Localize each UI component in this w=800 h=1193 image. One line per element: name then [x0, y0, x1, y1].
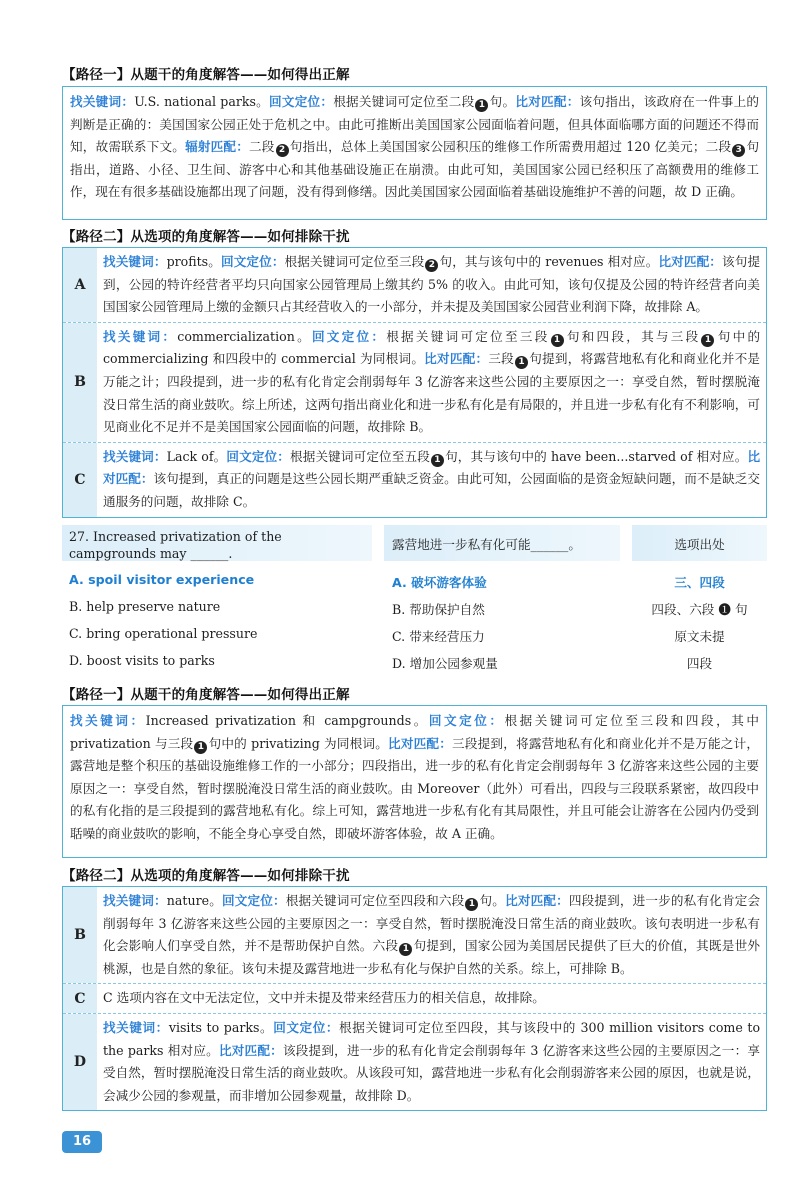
keyword-label: 回文定位： [273, 1019, 340, 1035]
body-text: 根据关键词可定位至三段和四段，其中 privatization 与三段 [70, 713, 760, 751]
option-explanation [97, 984, 766, 1013]
body-text: 根据关键词可定位至三段 [386, 328, 550, 344]
sentence-number-badge: 1 [194, 741, 207, 754]
option-row [63, 887, 766, 983]
keyword-label: 找关键词： [103, 328, 178, 344]
body-text: 根据关键词可定位至五段 [290, 448, 430, 464]
body-text: visits to parks。 [168, 1019, 274, 1035]
body-text: 四段提到，进一步的私有化肯定会削弱每年 3 亿游客来这些公园的主要原因之一：享受自然，暂时摆脱淹没日常生活的商业鼓吹。该句表明进一步私有化会影响人们享受自然，并不是帮助保护自然。六段 [103, 893, 761, 954]
option-label: C [63, 984, 97, 1013]
keyword-label: 找关键词： [70, 713, 146, 728]
option-source: 原文未提 [674, 629, 725, 644]
keyword-label: 辐射匹配： [185, 139, 249, 155]
sentence-number-badge: 1 [515, 356, 528, 369]
keyword-label: 回文定位： [428, 713, 505, 728]
keyword-label: 找关键词： [70, 94, 135, 109]
sentence-number-badge: 3 [732, 144, 745, 157]
body-text: 根据关键词可定位至二段 [333, 94, 475, 109]
section3-box [62, 705, 767, 858]
option-source: 四段 [686, 656, 713, 671]
option-explanation [97, 323, 766, 442]
keyword-label: 找关键词： [103, 1019, 169, 1035]
section1-heading: 【路径一】从题干的角度解答——如何得出正解 [62, 67, 350, 83]
section1-box [62, 86, 767, 220]
question-stem-cn: 露营地进一步私有化可能______。 [392, 537, 581, 552]
option-source: 四段、六段 ❶ 句 [651, 602, 748, 617]
body-text: C 选项内容在文中无法定位，文中并未提及带来经营压力的相关信息，故排除。 [103, 990, 545, 1006]
body-text: 三段 [488, 351, 514, 367]
body-text: profits。 [166, 254, 221, 269]
body-text: nature。 [166, 893, 222, 908]
keyword-label: 找关键词： [103, 254, 167, 269]
sentence-number-badge: 1 [465, 898, 478, 911]
option-en: B. help preserve nature [69, 599, 221, 614]
option-row [63, 322, 766, 442]
body-text: 句指出，总体上美国国家公园积压的维修工作所需费用超过 120 亿美元；二段 [289, 139, 732, 155]
body-text: 句，其与该句中的 have been...starved of 相对应。 [444, 448, 748, 464]
body-text: 二段 [248, 139, 275, 155]
keyword-label: 比对匹配： [505, 893, 569, 908]
option-en: C. bring operational pressure [69, 626, 258, 641]
keyword-label: 回文定位： [311, 328, 387, 344]
body-text: 该句提到，真正的问题是这些公园长期严重缺乏资金。由此可知，公园面临的是资金短缺问题，而不是缺乏交通服务的问题，故排除 C。 [103, 471, 761, 509]
option-label: A [63, 248, 97, 322]
keyword-label: 比对匹配： [103, 448, 761, 487]
option-label: D [63, 1014, 97, 1110]
option-label: B [63, 323, 97, 442]
option-explanation [97, 248, 766, 322]
question-row [62, 525, 767, 561]
sentence-number-badge: 1 [551, 334, 564, 347]
option-row [63, 1013, 766, 1110]
body-text: 句和四段，其与三段 [564, 328, 701, 344]
option-label: B [63, 887, 97, 983]
section4-heading: 【路径二】从选项的角度解答——如何排除干扰 [62, 868, 350, 884]
body-text: 句提到，国家公园为美国居民提供了巨大的价值，其既是世外桃源，也是自然的象征。该句未提及露营地进一步私有化与保护自然的关系。综上，可排除 B。 [103, 938, 761, 976]
body-text: 句，其与该句中的 revenues 相对应。 [439, 254, 659, 269]
body-text: Increased privatization 和 campgrounds。 [145, 713, 429, 728]
section3-heading: 【路径一】从题干的角度解答——如何得出正解 [62, 687, 350, 703]
section4-options-table [62, 886, 767, 1111]
option-source: 三、四段 [674, 575, 725, 590]
body-text: 该句指出，该政府在一件事上的判断是正确的：美国国家公园正处于危机之中。由此可推断出美国国家公园面临着问题，但具体面临哪方面的问题还不得而知，故需联系下文。 [70, 94, 760, 155]
body-text: 句中的 commercializing 和四段中的 commercial 为同根词。 [103, 328, 761, 367]
keyword-label: 比对匹配： [388, 735, 453, 751]
sentence-number-badge: 1 [475, 99, 488, 112]
keyword-label: 找关键词： [103, 893, 167, 908]
option-explanation [97, 1014, 766, 1110]
keyword-label: 比对匹配： [658, 254, 723, 269]
body-text: Lack of。 [166, 448, 227, 464]
sentence-number-badge: 1 [701, 334, 714, 347]
sentence-number-badge: 2 [276, 144, 289, 157]
option-cn: B. 帮助保护自然 [392, 602, 485, 617]
body-text: 该句提到，公园的特许经营者平均只向国家公园管理局上缴其约 5% 的收入。由此可知，该句仅提及公园的特许经营者向美国国家公园管理局上缴的金额只占其经营收入的一小部分，并未提及美国国家公园营业利润下降，故排除 A。 [103, 254, 761, 315]
body-text: 根据关键词可定位至四段和六段 [285, 893, 465, 908]
option-cn: A. 破坏游客体验 [392, 575, 487, 590]
keyword-label: 回文定位： [221, 893, 286, 908]
option-row [63, 442, 766, 517]
option-cn: C. 带来经营压力 [392, 629, 485, 644]
option-row [63, 983, 766, 1013]
body-text: commercialization。 [177, 328, 312, 344]
section2-options-table [62, 247, 767, 518]
option-explanation [97, 887, 766, 983]
body-text: 句提到，将露营地私有化和商业化并不是万能之计；四段提到，进一步的私有化肯定会削弱每年 3 亿游客来这些公园的主要原因之一：享受自然，暂时摆脱淹没日常生活的商业鼓吹。综上所述，这两句指出商业化和进一步私有化是有局限的，并且进一步私有化有不利影响，可见商业化不足并不是美国国家公园面临的问题，故排除 B。 [103, 351, 761, 435]
sentence-number-badge: 2 [425, 259, 438, 272]
body-text: 句指出，道路、小径、卫生间、游客中心和其他基础设施正在崩溃。由此可知，美国国家公园已经积压了高额费用的维修工作，现在有很多基础设施都出现了问题，没有得到修缮。因此美国国家公园面临着基础设施维护不善的问题，故 D 正确。 [70, 139, 760, 200]
keyword-label: 比对匹配： [424, 351, 489, 367]
option-en: D. boost visits to parks [69, 653, 215, 668]
section2-heading: 【路径二】从选项的角度解答——如何排除干扰 [62, 229, 350, 245]
keyword-label: 比对匹配： [218, 1042, 283, 1058]
option-explanation [97, 443, 766, 517]
body-text: 根据关键词可定位至四段，其与该段中的 300 million visitors come to the parks 相对应。 [103, 1019, 761, 1058]
body-text: 句中的 privatizing 为同根词。 [208, 735, 389, 751]
keyword-label: 回文定位： [269, 94, 334, 109]
keyword-label: 比对匹配： [515, 94, 580, 109]
body-text: 句。 [489, 94, 516, 109]
question-stem-en: 27. Increased privatization of the campgrounds may ______. [69, 529, 282, 561]
body-text: 三段提到，将露营地私有化和商业化并不是万能之计，露营地是整个积压的基础设施维修工作的一小部分；四段指出，进一步的私有化肯定会削弱每年 3 亿游客来这些公园的主要原因之一：享受自然，暂时摆脱淹没日常生活的商业鼓吹。由 Moreover（此外）可看出，四段与三段联系紧密，故四段中的私有化指的是三段提到的露营地私有化。综上可知，露营地进一步私有化有其局限性，并且可能会让游客在公园内仍受到聒噪的商业鼓吹的影响，不能全身心享受自然，即破坏游客体验，故 A 正确。 [70, 735, 760, 841]
source-header: 选项出处 [674, 537, 725, 552]
sentence-number-badge: 1 [431, 454, 444, 467]
page-number: 16 [62, 1131, 102, 1153]
keyword-label: 回文定位： [226, 448, 290, 464]
body-text: 该段提到，进一步的私有化肯定会削弱每年 3 亿游客来这些公园的主要原因之一：享受自然，暂时摆脱淹没日常生活的商业鼓吹。从该段可知，露营地进一步私有化会削弱游客来公园的原因，也就是说，会减少公园的参观量，而非增加公园参观量，故排除 D。 [103, 1042, 760, 1103]
keyword-label: 回文定位： [220, 254, 285, 269]
option-cn: D. 增加公园参观量 [392, 656, 498, 671]
sentence-number-badge: 1 [399, 943, 412, 956]
option-en: A. spoil visitor experience [69, 572, 255, 587]
body-text: U.S. national parks。 [134, 94, 270, 109]
option-row [63, 248, 766, 322]
body-text: 句。 [479, 893, 506, 908]
body-text: 根据关键词可定位至三段 [284, 254, 425, 269]
keyword-label: 找关键词： [103, 448, 167, 464]
option-label: C [63, 443, 97, 517]
